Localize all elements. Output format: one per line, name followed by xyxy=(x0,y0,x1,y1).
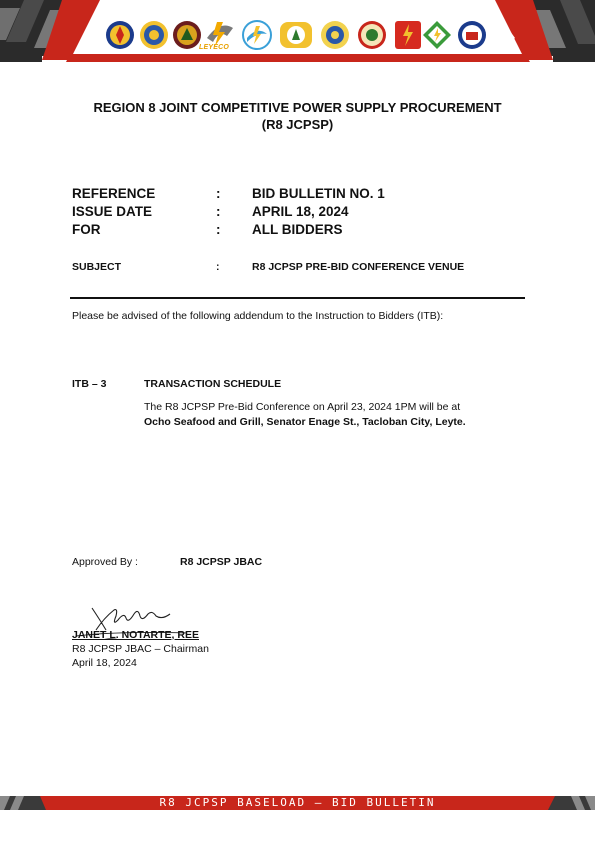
reference-value: BID BULLETIN NO. 1 xyxy=(252,186,385,201)
itb-number: ITB – 3 xyxy=(72,378,107,390)
signatory-name: JANET L. NOTARTE, REE xyxy=(72,629,199,641)
for-colon: : xyxy=(216,222,221,237)
cooperative-seal-icon xyxy=(172,20,202,50)
signatory-role: R8 JCPSP JBAC – Chairman xyxy=(72,643,209,655)
lightning-wave-icon xyxy=(242,20,272,50)
approved-by-value: R8 JCPSP JBAC xyxy=(180,556,263,568)
footer-banner xyxy=(0,796,595,810)
gear-seal-icon xyxy=(139,20,169,50)
section-divider xyxy=(70,297,525,299)
intro-paragraph: Please be advised of the following addendum to the Instruction to Bidders (ITB): xyxy=(72,310,444,322)
header-banner xyxy=(0,0,595,64)
leyeco-wordmark: LEYECO xyxy=(199,44,229,51)
signatory-date: April 18, 2024 xyxy=(72,657,137,669)
document-subtitle: (R8 JCPSP) xyxy=(261,117,334,132)
reference-label: REFERENCE xyxy=(72,186,156,201)
subject-colon: : xyxy=(216,261,220,273)
doe-seal-icon xyxy=(105,20,135,50)
subject-label: SUBJECT xyxy=(72,261,122,273)
issue-date-value: APRIL 18, 2024 xyxy=(252,204,349,219)
blue-seal-icon xyxy=(457,20,487,50)
reference-colon: : xyxy=(216,186,221,201)
document-title: REGION 8 JOINT COMPETITIVE POWER SUPPLY PROCUREMENT xyxy=(93,100,502,115)
power-plant-icon xyxy=(279,20,313,50)
itb-venue-line: Ocho Seafood and Grill, Senator Enage St., Tacloban City, Leyte. xyxy=(144,416,466,428)
for-label: FOR xyxy=(72,222,101,237)
issue-date-label: ISSUE DATE xyxy=(72,204,153,219)
round-seal-icon xyxy=(357,20,387,50)
green-diamond-icon xyxy=(422,20,452,50)
subject-value: R8 JCPSP PRE-BID CONFERENCE VENUE xyxy=(252,261,465,273)
issue-date-colon: : xyxy=(216,204,221,219)
footer-text: R8 JCPSP BASELOAD – BID BULLETIN xyxy=(159,796,436,809)
itb-heading: TRANSACTION SCHEDULE xyxy=(144,378,282,390)
for-value: ALL BIDDERS xyxy=(252,222,343,237)
itb-body-line: The R8 JCPSP Pre-Bid Conference on April 23, 2024 1PM will be at xyxy=(144,401,461,413)
approved-by-label: Approved By : xyxy=(72,556,138,568)
red-bolt-icon xyxy=(393,20,423,50)
sunburst-seal-icon xyxy=(320,20,350,50)
